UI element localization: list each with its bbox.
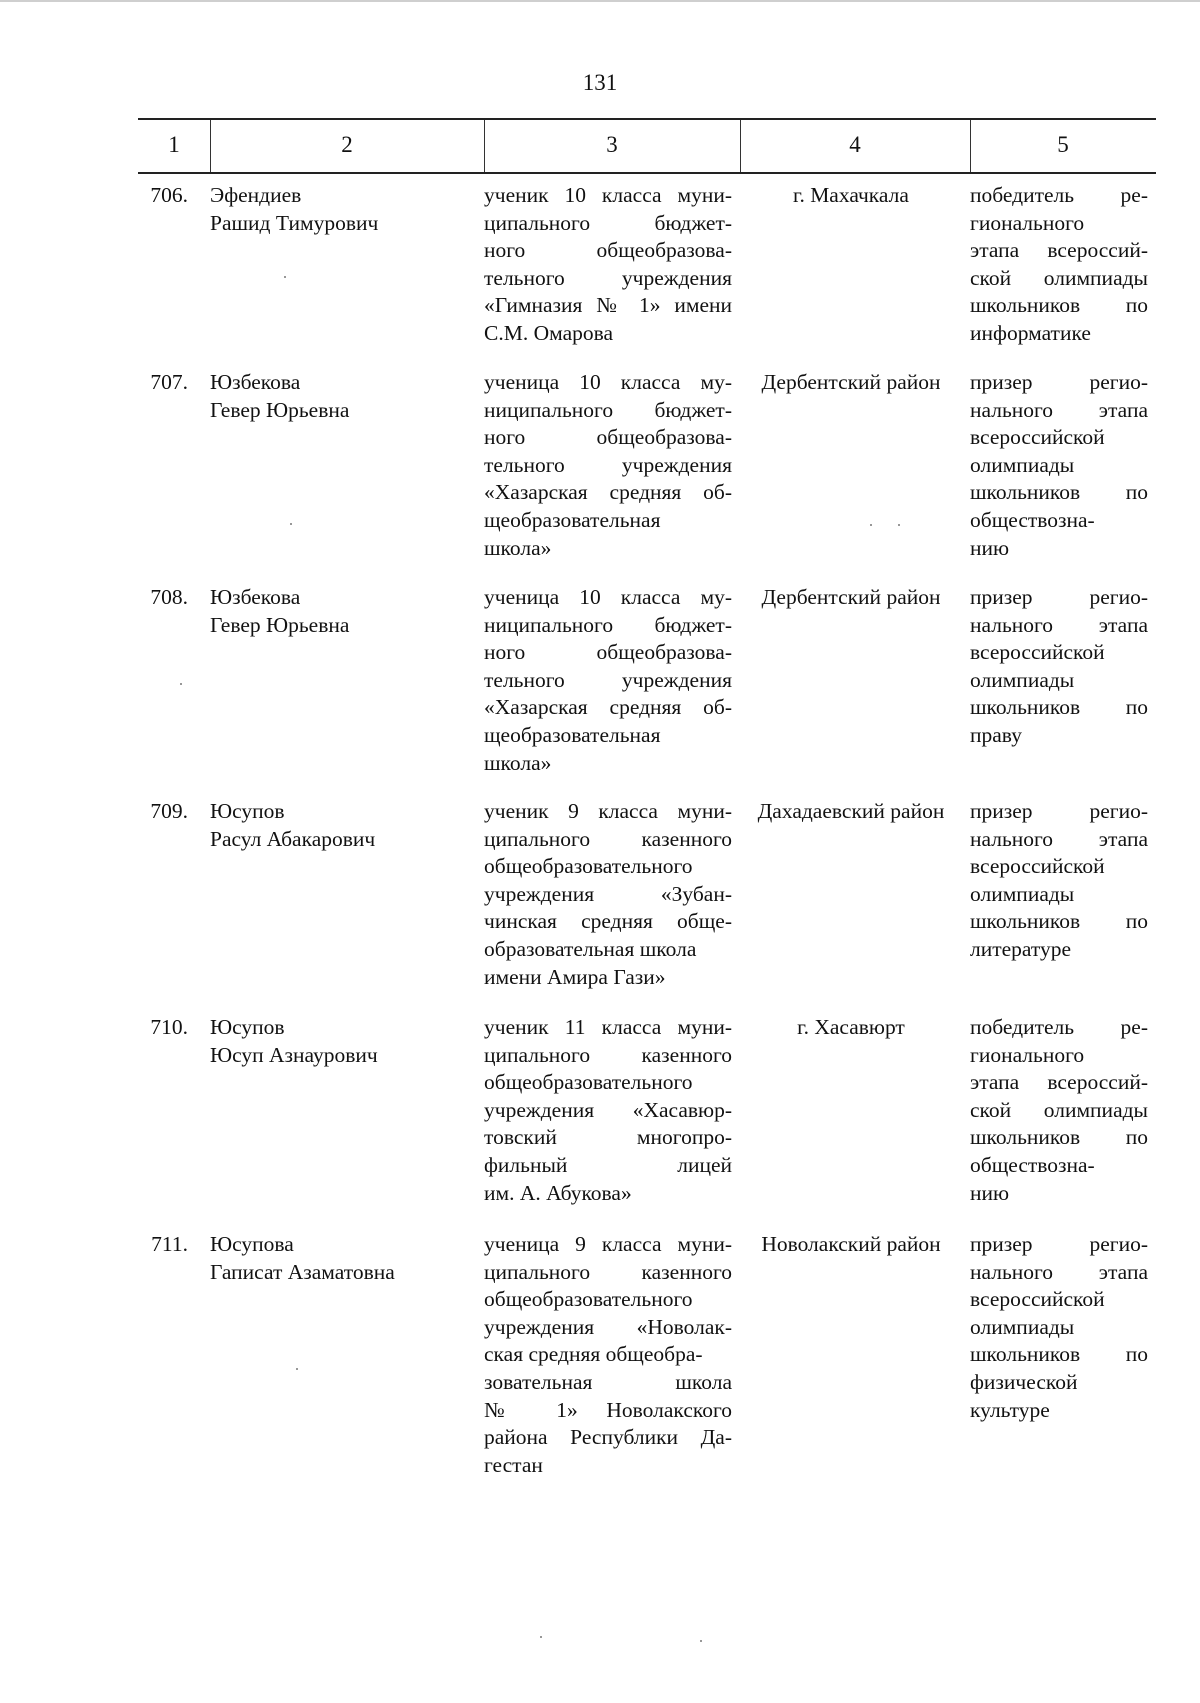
institution-line: щеобразовательная [484,507,661,532]
institution-line: района Республики Да- [484,1425,732,1450]
result-line: нию [970,1180,1010,1205]
result-line: ской олимпиады [970,1097,1148,1122]
person-name-line: Юзбекова [210,585,301,609]
institution-line: ученица 10 класса му- [484,585,732,609]
institution-line: щеобразовательная [484,722,661,747]
institution-line: ного общеобразова- [484,640,732,665]
header-col-5: 5 [1057,132,1069,157]
institution-line: ципального бюджет- [484,210,732,235]
person-name-line: Расул Абакарович [210,826,376,851]
scan-speck [284,276,286,278]
row-number: 709. [150,799,188,823]
institution [484,798,732,991]
institution-line: № 1» Новолакского [484,1397,732,1422]
result-line: этапа всероссий- [970,238,1148,263]
result-line: олимпиады [970,1314,1075,1339]
institution-line: «Хазарская средняя об- [484,695,732,720]
person-name-line: Юсуп Азнаурович [210,1042,378,1067]
institution-line: ципального казенного [484,1259,732,1284]
scan-speck [898,524,900,526]
header-col-3: 3 [606,132,618,157]
place: г. Махачкала [793,183,909,207]
person-name [210,369,480,424]
result-line: призер регио- [970,585,1148,609]
scan-speck [870,524,872,526]
person-name-line: Эфендиев [210,183,302,207]
person-name [210,1231,480,1286]
institution-line: ученик 10 класса муни- [484,183,732,207]
person-name [210,182,480,237]
row-number: 706. [150,183,188,207]
result-line: школьников по [970,293,1148,318]
result-line: нию [970,535,1010,560]
person-name-line: Юсупова [210,1232,294,1256]
result-line: обществозна- [970,1152,1095,1177]
result [970,798,1148,964]
person-name [210,1014,480,1069]
result [970,182,1148,348]
result-line: победитель ре- [970,1015,1148,1039]
institution-line: учреждения «Зубан- [484,881,732,906]
institution-line: ного общеобразова- [484,425,732,450]
place: Новолакский район [761,1232,941,1256]
result [970,369,1148,562]
result-line: нального этапа [970,397,1148,422]
result-line: победитель ре- [970,183,1148,207]
result [970,1014,1148,1207]
person-name-line: Юсупов [210,799,285,823]
result-line: физической [970,1369,1078,1394]
place: г. Хасавюрт [797,1015,905,1039]
result-line: олимпиады [970,667,1075,692]
result-line: школьников по [970,1342,1148,1367]
result-line: школьников по [970,480,1148,505]
result-line: всероссийской [970,854,1105,879]
person-name [210,798,480,853]
institution-line: учреждения «Хасавюр- [484,1097,732,1122]
row-number: 708. [150,585,188,609]
row-number: 710. [150,1015,188,1039]
institution [484,1014,732,1207]
institution-line: «Хазарская средняя об- [484,480,732,505]
row-number: 711. [151,1232,188,1256]
institution-line: общеобразовательного [484,1287,693,1312]
scan-speck [296,1368,298,1370]
institution [484,182,732,348]
result-line: литературе [970,936,1072,961]
institution-line: ципального казенного [484,826,732,851]
result-line: олимпиады [970,881,1075,906]
result-line: школьников по [970,1125,1148,1150]
institution-line: зовательная школа [484,1369,732,1394]
person-name-line: Гевер Юрьевна [210,397,350,422]
result-line: гионального [970,1042,1085,1067]
institution-line: ного общеобразова- [484,238,732,263]
result-line: призер регио- [970,1232,1148,1256]
institution-line: С.М. Омарова [484,320,614,345]
header-col-4: 4 [849,132,861,157]
result-line: всероссийской [970,425,1105,450]
institution-line: школа» [484,750,552,775]
person-name-line: Гевер Юрьевна [210,612,350,637]
result-line: призер регио- [970,799,1148,823]
institution-line: ученик 9 класса муни- [484,799,732,823]
header-col-2: 2 [341,132,353,157]
institution-line: тельного учреждения [484,265,732,290]
person-name [210,584,480,639]
result-line: нального этапа [970,1259,1148,1284]
institution-line: имени Амира Гази» [484,964,666,989]
institution-line: тельного учреждения [484,667,732,692]
institution-line: ципального казенного [484,1042,732,1067]
institution-line: «Гимназия № 1» имени [484,293,732,318]
scan-edge [0,0,1200,2]
person-name-line: Гаписат Азаматовна [210,1259,395,1284]
result-line: ской олимпиады [970,265,1148,290]
institution-line: общеобразовательного [484,854,693,879]
result [970,584,1148,750]
header-col-1: 1 [168,132,180,157]
result-line: нального этапа [970,612,1148,637]
institution-line: ученик 11 класса муни- [484,1015,732,1039]
result-line: обществозна- [970,507,1095,532]
institution-line: ская средняя общеобра- [484,1342,703,1367]
institution [484,369,732,562]
institution-line: товский многопро- [484,1125,732,1150]
scan-speck [700,1640,702,1642]
institution-line: школа» [484,535,552,560]
scan-speck [290,523,292,525]
institution-line: образовательная школа [484,936,697,961]
institution-line: ниципального бюджет- [484,397,732,422]
result-line: олимпиады [970,452,1075,477]
institution-line: им. А. Абукова» [484,1180,632,1205]
result-line: нального этапа [970,826,1148,851]
result-line: праву [970,722,1022,747]
row-number: 707. [150,370,188,394]
result-line: всероссийской [970,640,1105,665]
result-line: культуре [970,1397,1050,1422]
page-number: 131 [582,70,618,95]
institution-line: общеобразовательного [484,1070,693,1095]
institution-line: чинская средняя обще- [484,909,732,934]
result-line: школьников по [970,695,1148,720]
institution-line: тельного учреждения [484,452,732,477]
scan-speck [540,1636,542,1638]
table-header [138,118,1156,174]
institution-line: фильный лицей [484,1152,732,1177]
institution-line: ниципального бюджет- [484,612,732,637]
person-name-line: Юзбекова [210,370,301,394]
institution [484,584,732,777]
place: Дербентский район [761,585,941,609]
result-line: этапа всероссий- [970,1070,1148,1095]
institution-line: ученица 10 класса му- [484,370,732,394]
result-line: всероссийской [970,1287,1105,1312]
result-line: призер регио- [970,370,1148,394]
place: Дахадаевский район [757,799,945,823]
institution-line: учреждения «Новолак- [484,1314,732,1339]
result-line: гионального [970,210,1085,235]
institution [484,1231,732,1479]
scan-speck [180,683,182,685]
institution-line: гестан [484,1452,543,1477]
result [970,1231,1148,1424]
institution-line: ученица 9 класса муни- [484,1232,732,1256]
result-line: информатике [970,320,1091,345]
person-name-line: Юсупов [210,1015,285,1039]
place: Дербентский район [761,370,941,394]
person-name-line: Рашид Тимурович [210,210,379,235]
result-line: школьников по [970,909,1148,934]
